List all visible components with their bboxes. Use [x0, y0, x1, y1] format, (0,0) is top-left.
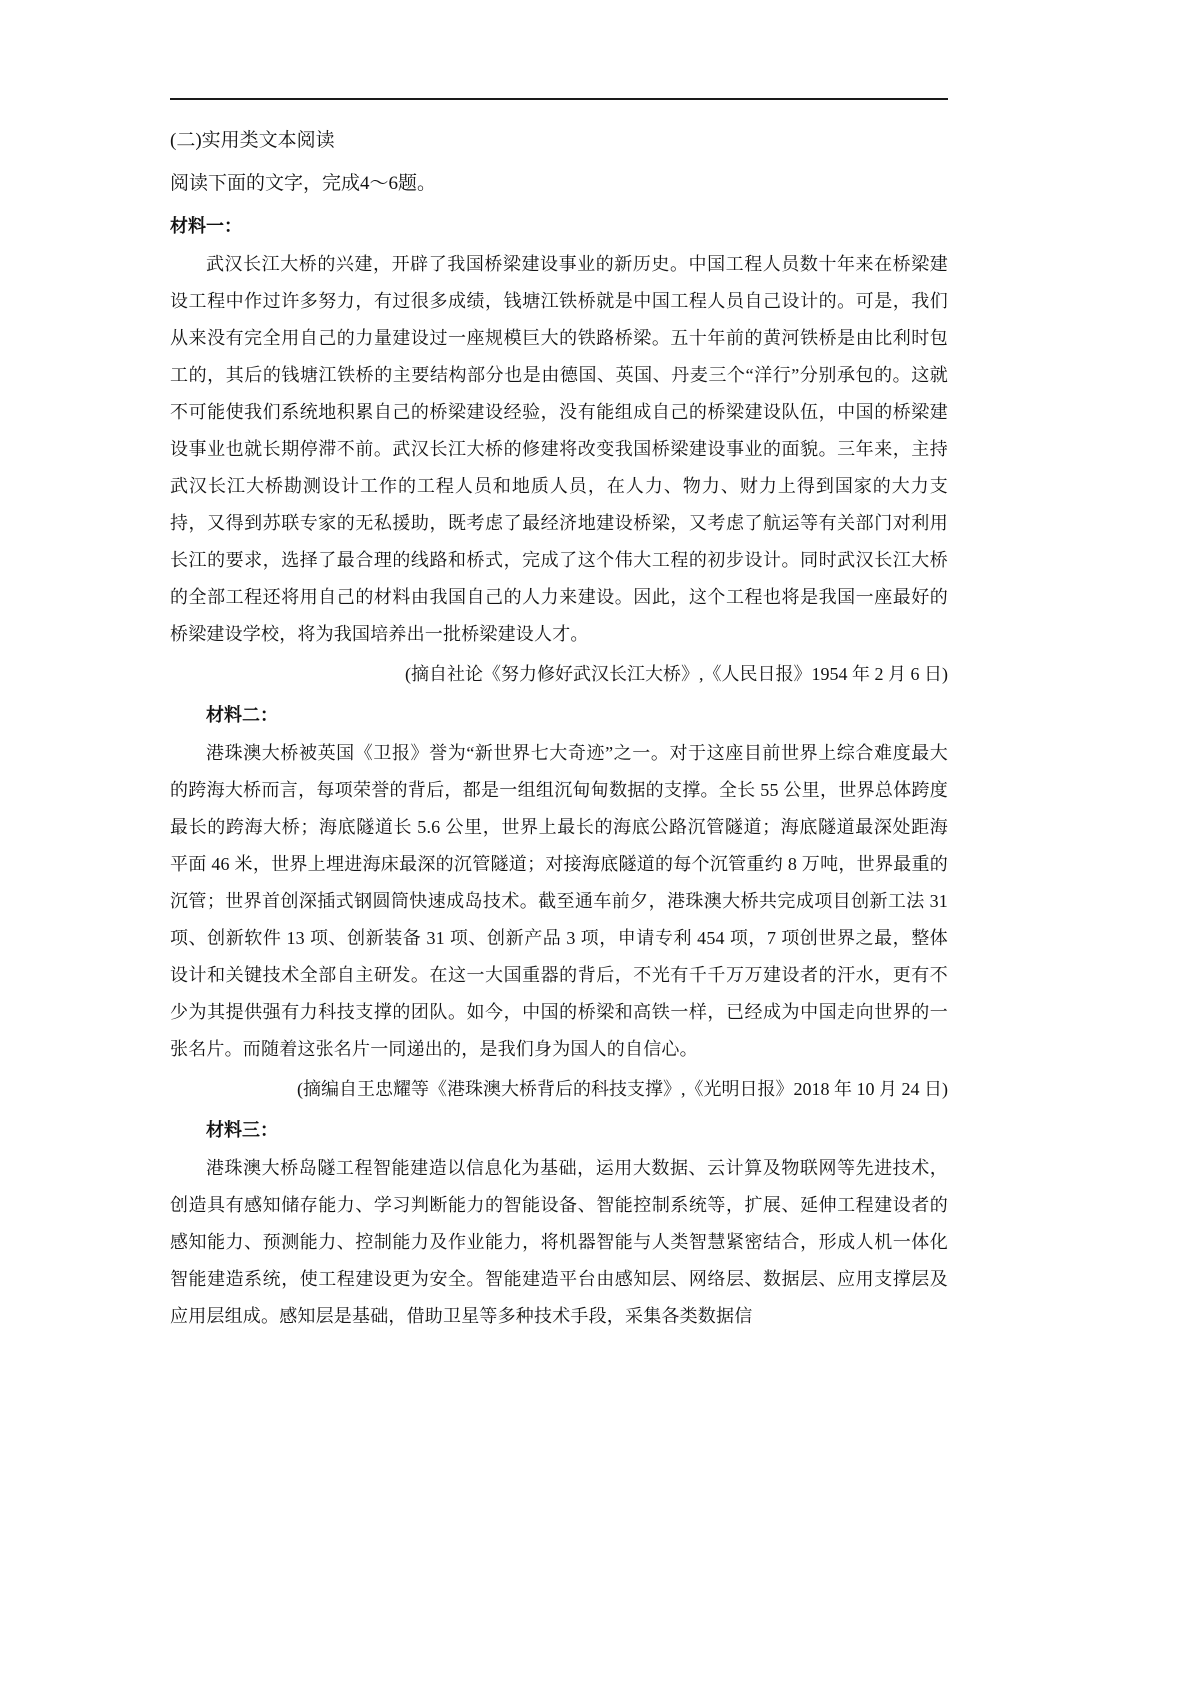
material-one-paragraph: 武汉长江大桥的兴建，开辟了我国桥梁建设事业的新历史。中国工程人员数十年来在桥梁建设工程中作过许多努力，有过很多成绩，钱塘江铁桥就是中国工程人员自己设计的。可是，我们从来没有完全用自己的力量建设过一座规模巨大的铁路桥梁。五十年前的黄河铁桥是由比利时包工的，其后的钱塘江铁桥的主要结构部分也是由德国、英国、丹麦三个“洋行”分别承包的。这就不可能使我们系统地积累自己的桥梁建设经验，没有能组成自己的桥梁建设队伍，中国的桥梁建设事业也就长期停滞不前。武汉长江大桥的修建将改变我国桥梁建设事业的面貌。三年来，主持武汉长江大桥勘测设计工作的工程人员和地质人员，在人力、物力、财力上得到国家的大力支持，又得到苏联专家的无私援助，既考虑了最经济地建设桥梁，又考虑了航运等有关部门对利用长江的要求，选择了最合理的线路和桥式，完成了这个伟大工程的初步设计。同时武汉长江大桥的全部工程还将用自己的材料由我国自己的人力来建设。因此，这个工程也将是我国一座最好的桥梁建设学校，将为我国培养出一批桥梁建设人才。 — [170, 254, 948, 644]
reading-instruction: 阅读下面的文字，完成4～6题。 — [170, 173, 437, 194]
material-three-paragraph: 港珠澳大桥岛隧工程智能建造以信息化为基础，运用大数据、云计算及物联网等先进技术，创造具有感知储存能力、学习判断能力的智能设备、智能控制系统等，扩展、延伸工程建设者的感知能力、预测能力、控制能力及作业能力，将机器智能与人类智慧紧密结合，形成人机一体化智能建造系统，使工程建设更为安全。智能建造平台由感知层、网络层、数据层、应用支撑层及应用层组成。感知层是基础，借助卫星等多种技术手段，采集各类数据信 — [170, 1158, 948, 1326]
material-three-label: 材料三： — [206, 1120, 278, 1140]
material-one-label: 材料一： — [170, 216, 242, 236]
top-divider — [170, 98, 948, 100]
document-page — [170, 98, 948, 1335]
material-two-citation: (摘编自王忠耀等《港珠澳大桥背后的科技支撑》,《光明日报》2018 年 10 月 24 日) — [297, 1079, 948, 1099]
material-two-label: 材料二： — [206, 705, 278, 725]
material-one-citation: (摘自社论《努力修好武汉长江大桥》,《人民日报》1954 年 2 月 6 日) — [405, 664, 948, 684]
material-two-paragraph: 港珠澳大桥被英国《卫报》誉为“新世界七大奇迹”之一。对于这座目前世界上综合难度最大的跨海大桥而言，每项荣誉的背后，都是一组组沉甸甸数据的支撑。全长 55 公里，世界总体跨度最长的跨海大桥；海底隧道长 5.6 公里，世界上最长的海底公路沉管隧道；海底隧道最深处距海平面 46 米，世界上埋进海床最深的沉管隧道；对接海底隧道的每个沉管重约 8 万吨，世界最重的沉管；世界首创深插式钢圆筒快速成岛技术。截至通车前夕，港珠澳大桥共完成项目创新工法 31 项、创新软件 13 项、创新装备 31 项、创新产品 3 项，申请专利 454 项，7 项创世界之最，整体设计和关键技术全部自主研发。在这一大国重器的背后，不光有千千万万建设者的汗水，更有不少为其提供强有力科技支撑的团队。如今，中国的桥梁和高铁一样，已经成为中国走向世界的一张名片。而随着这张名片一同递出的，是我们身为国人的自信心。 — [170, 743, 948, 1059]
section-heading: (二)实用类文本阅读 — [170, 130, 335, 151]
